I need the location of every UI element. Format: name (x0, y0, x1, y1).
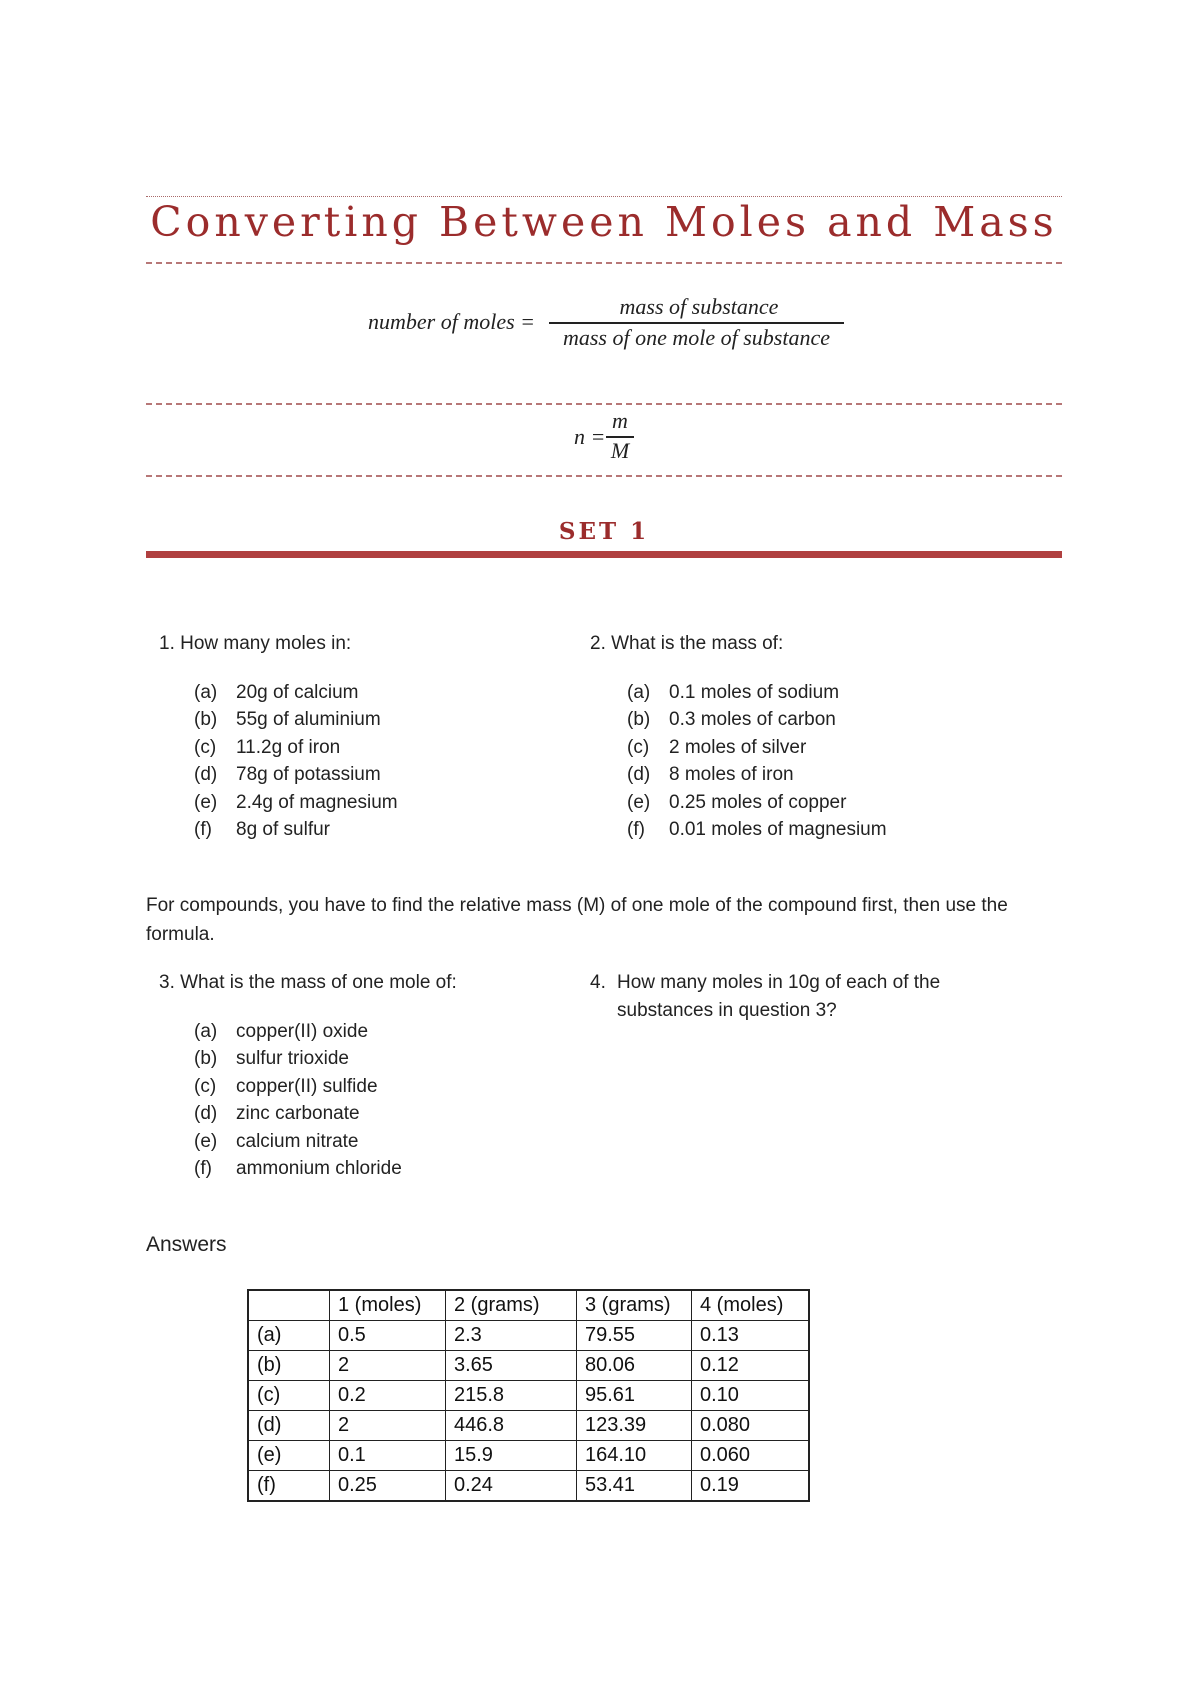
table-cell: (e) (248, 1441, 330, 1471)
table-cell: 3.65 (446, 1351, 577, 1381)
table-cell: (b) (248, 1351, 330, 1381)
table-cell: 95.61 (577, 1381, 692, 1411)
table-cell: 53.41 (577, 1471, 692, 1502)
table-row (248, 1351, 809, 1381)
formula-bottom-rule (146, 475, 1062, 477)
table-cell: (f) (248, 1471, 330, 1502)
table-cell: 0.24 (446, 1471, 577, 1502)
list-item: (c) 11.2g of iron (194, 736, 341, 758)
table-header-cell: 1 (moles) (330, 1290, 446, 1321)
table-cell: 0.12 (692, 1351, 810, 1381)
table-cell: 0.13 (692, 1321, 810, 1351)
set-heading-bar (146, 551, 1062, 558)
list-item: (c) 2 moles of silver (627, 736, 807, 758)
table-cell: 0.5 (330, 1321, 446, 1351)
question-3-prompt: 3. What is the mass of one mole of: (159, 972, 457, 993)
table-cell: 0.080 (692, 1411, 810, 1441)
question-4-number: 4. (590, 972, 606, 993)
table-cell: 0.10 (692, 1381, 810, 1411)
table-cell: 2 (330, 1351, 446, 1381)
table-cell: (d) (248, 1411, 330, 1441)
list-item: (b) 55g of aluminium (194, 709, 381, 731)
table-cell: 2.3 (446, 1321, 577, 1351)
table-header-row (248, 1290, 809, 1321)
table-cell: 0.2 (330, 1381, 446, 1411)
list-item: (d) zinc carbonate (194, 1103, 360, 1125)
list-item: (d) 78g of potassium (194, 764, 381, 786)
question-1-list (194, 679, 398, 843)
title-top-rule (146, 196, 1062, 197)
table-cell: 0.060 (692, 1441, 810, 1471)
table-row (248, 1321, 809, 1351)
answers-table (247, 1289, 810, 1502)
table-cell: 446.8 (446, 1411, 577, 1441)
question-4-prompt-line2: substances in question 3? (617, 1000, 837, 1021)
list-item: (a) 20g of calcium (194, 682, 359, 703)
table-cell: 79.55 (577, 1321, 692, 1351)
list-item: (e) calcium nitrate (194, 1130, 359, 1152)
list-item: (e) 0.25 moles of copper (627, 791, 847, 813)
compounds-note: For compounds, you have to find the relative mass (M) of one mole of the compound first, then use the formula. (146, 895, 1008, 945)
table-header-cell: 3 (grams) (577, 1290, 692, 1321)
table-row (248, 1471, 809, 1502)
list-item: (e) 2.4g of magnesium (194, 791, 398, 813)
table-cell: 164.10 (577, 1441, 692, 1471)
title-bottom-rule (146, 262, 1062, 264)
question-4-prompt-line1: How many moles in 10g of each of the (617, 972, 941, 993)
list-item: (b) 0.3 moles of carbon (627, 709, 836, 731)
table-cell: 0.19 (692, 1471, 810, 1502)
list-item: (d) 8 moles of iron (627, 764, 794, 786)
table-header-cell (248, 1290, 330, 1321)
table-cell: 0.25 (330, 1471, 446, 1502)
table-cell: 2 (330, 1411, 446, 1441)
formula-symbols-denominator: M (610, 438, 630, 463)
list-item: (a) copper(II) oxide (194, 1021, 369, 1042)
set-heading: SET 1 (558, 518, 650, 545)
answers-heading: Answers (146, 1233, 227, 1256)
table-cell: 0.1 (330, 1441, 446, 1471)
table-cell: 80.06 (577, 1351, 692, 1381)
table-cell: (c) (248, 1381, 330, 1411)
page-title: Converting Between Moles and Mass (150, 198, 1058, 246)
table-cell: 123.39 (577, 1411, 692, 1441)
list-item: (c) copper(II) sulfide (194, 1075, 378, 1097)
formula-words-numerator: mass of substance (619, 294, 779, 319)
table-row (248, 1411, 809, 1441)
table-cell: 15.9 (446, 1441, 577, 1471)
question-1-prompt: 1. How many moles in: (159, 633, 352, 654)
question-3-list (194, 1018, 402, 1182)
formula-words-lhs: number of moles = (368, 309, 535, 334)
list-item: (f) 8g of sulfur (194, 819, 330, 841)
question-2-list (627, 679, 887, 843)
table-header-cell: 4 (moles) (692, 1290, 810, 1321)
list-item: (f) 0.01 moles of magnesium (627, 819, 887, 841)
list-item: (b) sulfur trioxide (194, 1048, 349, 1070)
table-header-cell: 2 (grams) (446, 1290, 577, 1321)
table-cell: 215.8 (446, 1381, 577, 1411)
table-row (248, 1441, 809, 1471)
formula-words-fraction-bar (549, 322, 844, 324)
table-row (248, 1381, 809, 1411)
formula-top-rule (146, 403, 1062, 405)
question-2-prompt: 2. What is the mass of: (590, 633, 784, 654)
formula-symbols-numerator: m (612, 408, 628, 433)
formula-words-denominator: mass of one mole of substance (562, 325, 831, 350)
formula-symbols-lhs: n = (574, 424, 606, 449)
list-item: (a) 0.1 moles of sodium (627, 682, 840, 703)
list-item: (f) ammonium chloride (194, 1158, 402, 1180)
table-cell: (a) (248, 1321, 330, 1351)
